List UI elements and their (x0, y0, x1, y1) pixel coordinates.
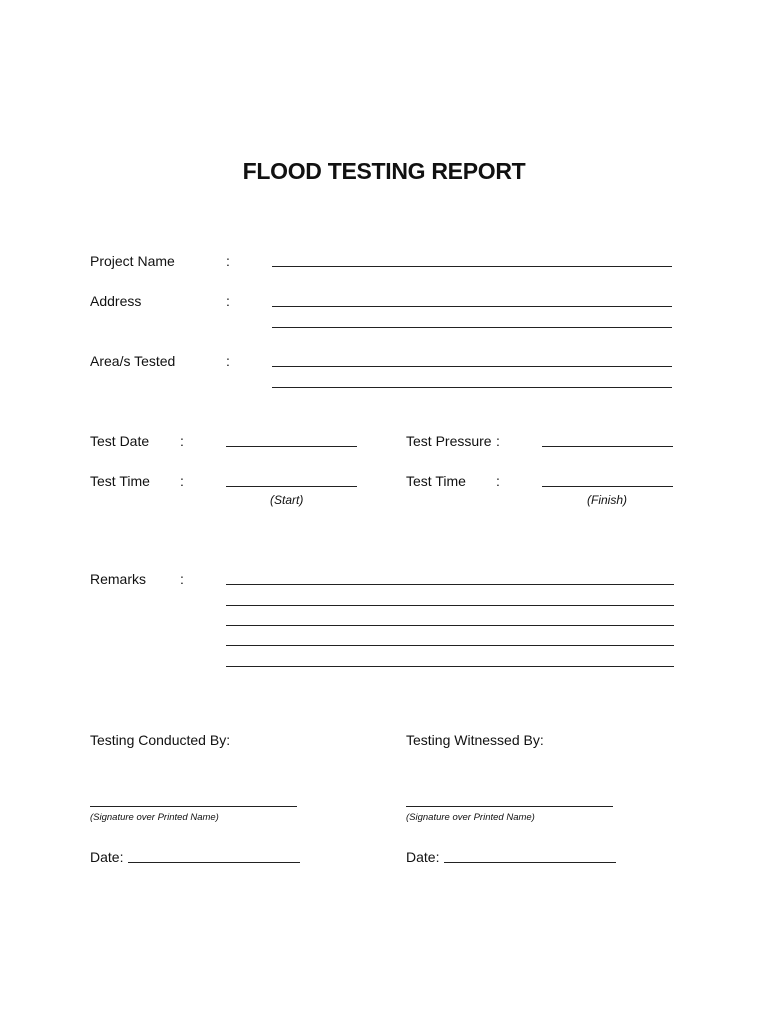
conducted-date-field[interactable] (128, 862, 300, 863)
witnessed-signature-caption: (Signature over Printed Name) (406, 812, 535, 823)
witnessed-date-label: Date: (406, 849, 440, 865)
test-pressure-field[interactable] (542, 446, 673, 447)
test-date-colon: : (180, 433, 184, 449)
areas-tested-colon: : (226, 353, 230, 369)
page-title: FLOOD TESTING REPORT (242, 158, 526, 184)
remarks-field-line-2[interactable] (226, 605, 674, 606)
address-colon: : (226, 293, 230, 309)
address-label: Address (90, 293, 142, 309)
remarks-colon: : (180, 571, 184, 587)
project-name-label: Project Name (90, 253, 175, 269)
remarks-field-line-1[interactable] (226, 584, 674, 585)
test-date-label: Test Date (90, 433, 150, 449)
test-pressure-label: Test Pressure (406, 433, 492, 449)
areas-tested-label: Area/s Tested (90, 353, 176, 369)
test-time-finish-label: Test Time (406, 473, 466, 489)
remarks-label: Remarks (90, 571, 147, 587)
areas-tested-field-line-2[interactable] (272, 387, 672, 388)
witnessed-signature-field[interactable] (406, 806, 613, 807)
remarks-field-line-5[interactable] (226, 666, 674, 667)
test-time-start-colon: : (180, 473, 184, 489)
project-name-field[interactable] (272, 266, 672, 267)
address-field-line-2[interactable] (272, 327, 672, 328)
conducted-signature-field[interactable] (90, 806, 297, 807)
address-field-line-1[interactable] (272, 306, 672, 307)
areas-tested-field-line-1[interactable] (272, 366, 672, 367)
project-name-colon: : (226, 253, 230, 269)
test-time-start-label: Test Time (90, 473, 150, 489)
test-date-field[interactable] (226, 446, 357, 447)
remarks-field-line-3[interactable] (226, 625, 674, 626)
test-time-start-field[interactable] (226, 486, 357, 487)
start-note: (Start) (270, 493, 304, 507)
conducted-date-label: Date: (90, 849, 124, 865)
witnessed-by-heading: Testing Witnessed By: (406, 732, 544, 748)
conducted-signature-caption: (Signature over Printed Name) (90, 812, 219, 823)
test-time-finish-colon: : (496, 473, 500, 489)
witnessed-date-field[interactable] (444, 862, 616, 863)
remarks-field-line-4[interactable] (226, 645, 674, 646)
test-time-finish-field[interactable] (542, 486, 673, 487)
conducted-by-heading: Testing Conducted By: (90, 732, 231, 748)
finish-note: (Finish) (587, 493, 628, 507)
test-pressure-colon: : (496, 433, 500, 449)
